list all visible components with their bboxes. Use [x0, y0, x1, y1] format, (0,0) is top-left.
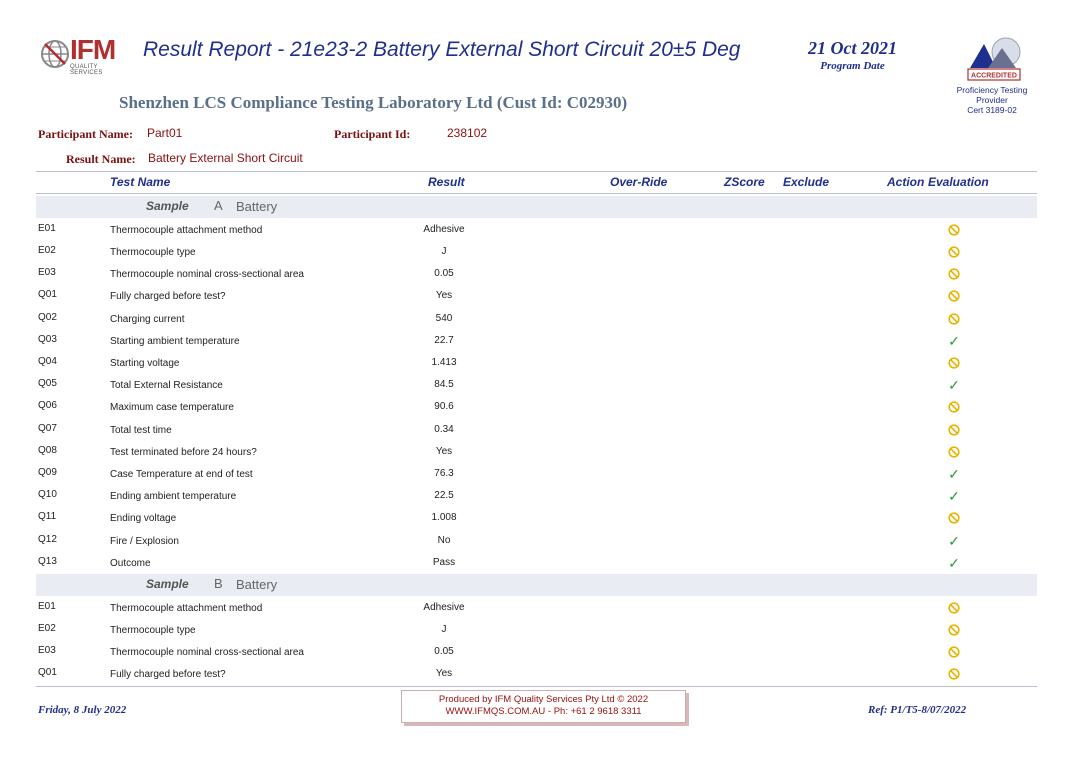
row-result: Adhesive [423, 223, 465, 235]
row-test-name: Fully charged before test? [110, 669, 226, 681]
result-name-label: Result Name: [66, 152, 136, 166]
row-test-name: Thermocouple nominal cross-sectional area [110, 269, 304, 281]
table-top-rule [36, 171, 1037, 172]
col-header-zscore: ZScore [724, 175, 765, 189]
row-result: 0.05 [434, 646, 454, 657]
table-header-rule [36, 193, 1037, 194]
sample-label: Sample [146, 576, 189, 591]
check-icon: ✓ [948, 377, 960, 394]
participant-name-label: Participant Name: [38, 127, 133, 141]
footer-produced-by: Produced by IFM Quality Services Pty Ltd © 2022 [438, 694, 649, 705]
row-result: 0.05 [434, 268, 454, 280]
participant-id: 238102 [447, 126, 488, 140]
row-test-name: Thermocouple type [110, 624, 196, 636]
not-evaluated-icon [945, 600, 963, 616]
row-test-name: Starting ambient temperature [110, 335, 240, 347]
ifm-logo [40, 36, 130, 74]
sample-header [36, 196, 1037, 218]
table-row [36, 352, 1037, 374]
row-code: Q12 [38, 533, 57, 545]
lab-name: Shenzhen LCS Compliance Testing Laboratory Ltd (Cust Id: C02930) [119, 93, 628, 112]
row-test-name: Case Temperature at end of test [110, 468, 253, 480]
program-date-label: Program Date [820, 60, 885, 72]
table-row [36, 308, 1037, 330]
not-evaluated-icon [945, 510, 963, 526]
row-result: Yes [435, 668, 453, 680]
accreditation-text [947, 85, 1037, 115]
table-row [36, 641, 1037, 663]
table-row [36, 597, 1037, 619]
row-result: J [441, 245, 447, 257]
row-code: Q11 [38, 511, 57, 523]
row-test-name: Fully charged before test? [110, 291, 226, 303]
row-test-name: Ending voltage [110, 513, 177, 525]
row-code: Q04 [38, 355, 57, 367]
sample-name: Battery [236, 199, 278, 214]
row-test-name: Fire / Explosion [110, 535, 179, 547]
col-header-result: Result [428, 175, 465, 189]
report-title: Result Report - 21e23-2 Battery External Short Circuit 20±5 Deg [143, 38, 741, 61]
row-code: Q08 [38, 444, 57, 456]
table-row [36, 463, 1037, 485]
row-result: 22.7 [434, 334, 454, 346]
row-result: Yes [435, 290, 453, 302]
row-code: Q07 [38, 422, 57, 434]
result-name: Battery External Short Circuit [148, 151, 303, 165]
row-code: E03 [38, 645, 56, 656]
table-row [36, 241, 1037, 263]
col-header-over-ride: Over-Ride [610, 175, 668, 189]
row-test-name: Thermocouple attachment method [110, 224, 263, 236]
accreditation-badge-icon [962, 36, 1026, 84]
participant-id-label: Participant Id: [334, 127, 411, 141]
col-header-test-name: Test Name [110, 175, 171, 189]
row-result: No [437, 534, 451, 546]
row-code: Q06 [38, 400, 57, 412]
col-header-exclude: Exclude [783, 175, 830, 189]
row-code: Q05 [38, 378, 57, 390]
table-row [36, 374, 1037, 396]
table-row [36, 507, 1037, 529]
sample-label: Sample [146, 199, 189, 213]
row-code: E01 [38, 600, 56, 612]
table-bottom-rule [36, 686, 1037, 687]
row-test-name: Charging current [110, 313, 185, 325]
table-row [36, 419, 1037, 441]
not-evaluated-icon [945, 422, 963, 438]
row-code: E02 [38, 244, 56, 256]
row-test-name: Starting voltage [110, 357, 180, 369]
footer-produced-box [401, 690, 686, 723]
row-code: E03 [38, 267, 56, 279]
not-evaluated-icon [945, 244, 963, 260]
row-code: Q09 [38, 466, 57, 478]
not-evaluated-icon [945, 222, 963, 238]
check-icon: ✓ [948, 465, 960, 482]
row-result: 76.3 [434, 467, 454, 479]
row-test-name: Ending ambient temperature [110, 491, 237, 503]
table-row [36, 219, 1037, 241]
globe-icon [40, 38, 70, 70]
table-row [36, 552, 1037, 574]
check-icon: ✓ [948, 532, 960, 549]
not-evaluated-icon [945, 399, 963, 415]
row-result: 90.6 [434, 401, 454, 413]
footer-ref: Ref: P1/T5-8/07/2022 [868, 704, 967, 716]
row-code: Q02 [38, 311, 57, 323]
not-evaluated-icon [945, 644, 963, 660]
row-result: Pass [432, 556, 456, 568]
row-code: E01 [38, 222, 56, 234]
check-icon: ✓ [948, 332, 960, 349]
row-test-name: Outcome [110, 557, 151, 569]
not-evaluated-icon [945, 288, 963, 304]
row-result: 0.34 [434, 423, 454, 435]
row-result: 22.5 [434, 490, 454, 502]
row-result: Adhesive [423, 601, 465, 613]
accreditation-badge-text: ACCREDITED [971, 72, 1017, 80]
table-row [36, 330, 1037, 352]
logo-subtext: QUALITY SERVICES [70, 64, 103, 76]
row-test-name: Test terminated before 24 hours? [110, 446, 257, 458]
sample-header [36, 574, 1037, 596]
row-test-name: Thermocouple attachment method [110, 602, 263, 614]
sample-letter: B [214, 575, 223, 591]
program-date: 21 Oct 2021 [808, 38, 897, 58]
not-evaluated-icon [945, 355, 963, 371]
row-result: Yes [435, 445, 453, 457]
check-icon: ✓ [948, 554, 960, 571]
table-row [36, 285, 1037, 307]
row-result: 1.413 [431, 356, 457, 368]
table-row [36, 441, 1037, 463]
accreditation-line1: Proficiency Testing [956, 85, 1028, 95]
table-row [36, 619, 1037, 641]
check-icon: ✓ [948, 488, 960, 505]
program-date-block [790, 38, 915, 72]
logo-text: IFM [70, 34, 116, 65]
participant-name: Part01 [147, 126, 183, 140]
row-code: Q13 [38, 555, 57, 567]
row-code: Q10 [38, 489, 57, 501]
row-test-name: Thermocouple nominal cross-sectional area [110, 647, 304, 658]
table-row [36, 485, 1037, 507]
col-header-evaluation: Evaluation [928, 175, 989, 189]
row-test-name: Total External Resistance [110, 380, 223, 392]
footer-date: Friday, 8 July 2022 [38, 704, 127, 716]
row-code: Q03 [38, 333, 57, 345]
row-code: Q01 [38, 289, 57, 301]
not-evaluated-icon [945, 266, 963, 282]
row-test-name: Maximum case temperature [110, 402, 234, 414]
row-code: Q01 [38, 667, 57, 679]
accreditation-cert: Cert 3189-02 [967, 105, 1017, 115]
table-row [36, 263, 1037, 285]
accreditation-line2: Provider [976, 95, 1008, 105]
row-result: J [441, 623, 447, 635]
sample-letter: A [214, 198, 223, 213]
row-result: 1.008 [431, 512, 457, 524]
not-evaluated-icon [945, 444, 963, 460]
row-test-name: Thermocouple type [110, 246, 196, 258]
table-row [36, 663, 1037, 685]
row-result: 540 [435, 312, 453, 324]
col-header-action: Action [887, 175, 925, 189]
row-test-name: Total test time [110, 424, 172, 436]
table-row [36, 530, 1037, 552]
row-result: 84.5 [434, 379, 454, 391]
sample-name: Battery [236, 576, 278, 592]
not-evaluated-icon [945, 311, 963, 327]
footer-contact: WWW.IFMQS.COM.AU - Ph: +61 2 9618 3311 [445, 706, 642, 717]
row-code: E02 [38, 622, 56, 634]
not-evaluated-icon [945, 622, 963, 638]
table-row [36, 396, 1037, 418]
not-evaluated-icon [945, 666, 963, 682]
